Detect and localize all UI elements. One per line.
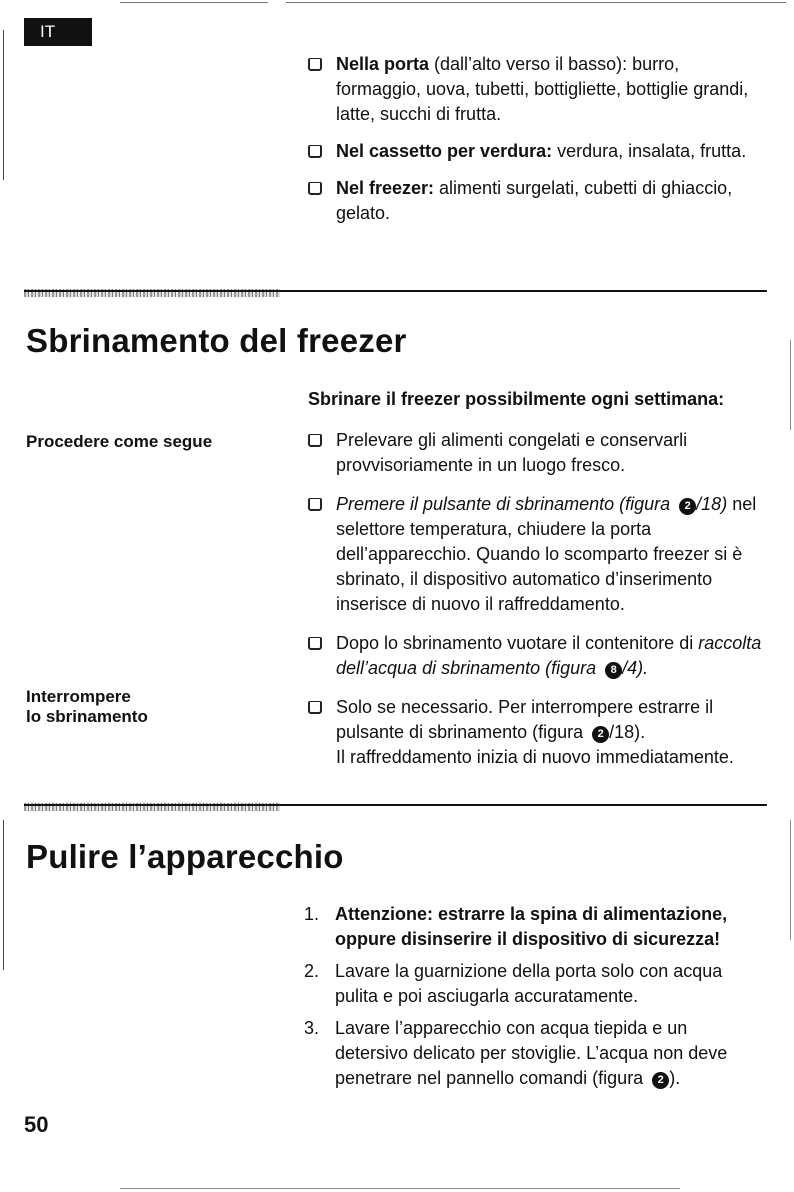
checkbox-icon [308, 145, 322, 158]
step-item [302, 902, 764, 952]
left-edge-mark-lower [3, 820, 4, 970]
list-item-heading: Nella porta [336, 54, 430, 74]
checkbox-icon [308, 701, 322, 714]
figure-ref-text: /4). [622, 658, 649, 678]
list-item [308, 52, 763, 127]
section-rule [24, 804, 767, 806]
right-edge-mark [790, 340, 791, 430]
figure-ref-icon: 2 [679, 498, 696, 515]
list-item-text: Premere il pulsante di sbrinamento (figura [336, 494, 676, 514]
checkbox-icon [308, 182, 322, 195]
section-title-defrost: Sbrinamento del freezer [26, 322, 407, 359]
figure-ref-icon: 2 [652, 1072, 669, 1089]
bottom-rule [120, 1188, 680, 1189]
right-edge-mark-lower [790, 820, 791, 940]
list-item-text: Il raffreddamento inizia di nuovo immediatamente. [336, 747, 734, 767]
language-badge: IT [24, 18, 92, 46]
step-text: Attenzione: estrarre la spina di alimentazione, oppure disinserire il dispositivo di sicurezza! [335, 904, 728, 949]
list-item [308, 176, 763, 226]
list-item-text: Dopo lo sbrinamento vuotare il contenitore di [336, 633, 699, 653]
figure-ref-text: /18). [609, 722, 646, 742]
list-item [308, 139, 763, 164]
side-label-interrupt [26, 687, 148, 727]
figure-ref-text: ). [669, 1068, 681, 1088]
side-label-line: lo sbrinamento [26, 707, 148, 726]
defrost-steps [308, 428, 763, 782]
list-item [308, 428, 763, 478]
section-rule [24, 290, 767, 292]
list-item-heading: Nel cassetto per verdura: [336, 141, 553, 161]
checkbox-icon [308, 637, 322, 650]
defrost-lead: Sbrinare il freezer possibilmente ogni settimana: [308, 389, 725, 409]
step-number: 3. [304, 1018, 320, 1038]
figure-ref-icon: 2 [592, 726, 609, 743]
cleaning-steps [302, 902, 764, 1098]
figure-ref-icon: 8 [605, 662, 622, 679]
step-number: 1. [304, 904, 320, 924]
step-item [302, 1016, 764, 1091]
step-number: 2. [304, 961, 320, 981]
checkbox-icon [308, 58, 322, 71]
page-number: 50 [24, 1112, 49, 1137]
checkbox-icon [308, 434, 322, 447]
list-item [308, 631, 763, 681]
figure-ref-text: /18) [696, 494, 728, 514]
step-text: Lavare la guarnizione della porta solo con acqua pulita e poi asciugarla accuratamente. [335, 961, 723, 1006]
list-item-text: Prelevare gli alimenti congelati e conservarli provvisoriamente in un luogo fresco. [336, 430, 688, 475]
section-title-cleaning: Pulire l’apparecchio [26, 838, 344, 875]
list-item-text-italic: raccolta dell’acqua di sbrinamento (figura [336, 633, 762, 678]
top-rule-right [286, 2, 786, 3]
list-item [308, 492, 763, 617]
intro-list [308, 52, 763, 238]
list-item-text: alimenti surgelati, cubetti di ghiaccio, gelato. [336, 178, 733, 223]
list-item-text: nel selettore temperatura, chiudere la porta dell’apparecchio. Quando lo scomparto freezer si è sbrinato, il dispositivo automatico d’inserimento inserisce di nuovo il raffreddamento. [336, 494, 757, 614]
step-item [302, 959, 764, 1009]
list-item-text: verdura, insalata, frutta. [552, 141, 747, 161]
list-item [308, 695, 763, 770]
checkbox-icon [308, 498, 322, 511]
list-item-heading: Nel freezer: [336, 178, 435, 198]
step-text: Lavare l’apparecchio con acqua tiepida e un detersivo delicato per stoviglie. L’acqua non deve penetrare nel pannello comandi (figura [335, 1018, 728, 1088]
side-label-procedure: Procedere come segue [26, 432, 213, 451]
list-item-text: Solo se necessario. Per interrompere estrarre il pulsante di sbrinamento (figura [336, 697, 714, 742]
left-edge-mark [3, 30, 4, 180]
list-item-text: (dall’alto verso il basso): burro, formaggio, uova, tubetti, bottigliette, bottiglie grandi, latte, succhi di frutta. [336, 54, 749, 124]
side-label-line: Interrompere [26, 687, 131, 706]
top-rule-left [120, 2, 268, 3]
